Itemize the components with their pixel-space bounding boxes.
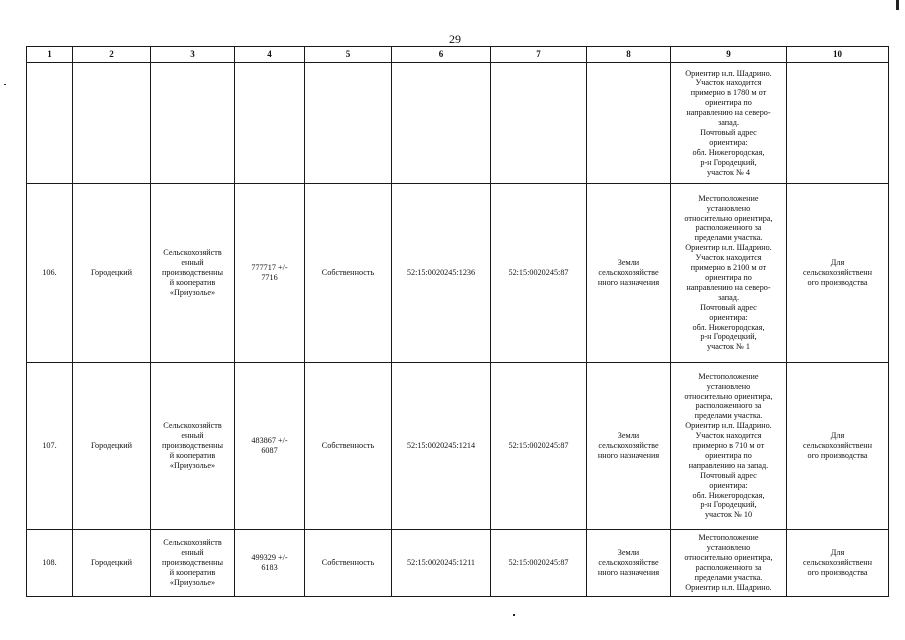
cell-line: Сельскохозяйств (163, 248, 222, 258)
cell-line: относительно ориентира, (684, 213, 773, 223)
cell-line: расположенного за (695, 401, 762, 411)
table-cell (491, 63, 587, 184)
cell-line: ориентира по (705, 98, 752, 108)
cell-line: 483867 +/- (251, 436, 288, 446)
cell-line: 6087 (261, 446, 278, 455)
table-row (27, 363, 889, 530)
cell-line: направлению на северо- (686, 108, 771, 118)
cell-line: примерно в 2100 м от (690, 263, 767, 273)
cell-line: сельскохозяйстве (598, 441, 659, 451)
cell-line: производственны (162, 558, 223, 568)
cell-line: енный (181, 548, 204, 558)
cell-line: ориентира: (709, 137, 748, 147)
cell-line: Почтовый адрес (700, 302, 757, 312)
table-cell (587, 63, 671, 184)
cell-line: енный (181, 431, 204, 441)
column-header: 2 (73, 47, 151, 63)
permitted-use (787, 363, 889, 530)
location-description (671, 184, 787, 363)
cell-line: запад. (718, 292, 739, 302)
area-value (235, 363, 305, 530)
cell-line: направлению на запад. (688, 460, 769, 470)
cell-line: й кооператив (169, 567, 216, 577)
column-header: 10 (787, 47, 889, 63)
land-category (587, 363, 671, 530)
cell-line: обл. Нижегородская, (692, 490, 765, 500)
cell-line: Ориентир н.п. Шадрино. (685, 243, 772, 253)
cell-line: установлено (706, 381, 751, 391)
cell-line: 6183 (261, 563, 278, 572)
table-cell (235, 63, 305, 184)
scan-mark (4, 84, 6, 85)
cell-line: «Приузолье» (169, 577, 216, 587)
cell-line: Сельскохозяйств (163, 538, 222, 548)
cell-line: установлено (706, 543, 751, 553)
cell-line: нного назначения (597, 277, 660, 287)
location-description (671, 530, 787, 597)
ownership-right: Собственность (305, 184, 392, 363)
row-number: 108. (27, 530, 73, 597)
scan-mark (896, 0, 899, 10)
cell-line: й кооператив (169, 277, 216, 287)
column-header: 9 (671, 47, 787, 63)
column-header: 1 (27, 47, 73, 63)
cell-line: Земли (617, 258, 640, 268)
cell-line: пределами участка. (694, 233, 763, 243)
row-number: 106. (27, 184, 73, 363)
cadastral-number: 52:15:0020245:1211 (392, 530, 491, 597)
land-category (587, 530, 671, 597)
table-cell (73, 63, 151, 184)
owner-name (151, 363, 235, 530)
land-category (587, 184, 671, 363)
owner-name (151, 530, 235, 597)
permitted-use (787, 530, 889, 597)
cell-line: Почтовый адрес (700, 127, 757, 137)
cell-line: сельскохозяйственн (803, 558, 872, 568)
area-value (235, 184, 305, 363)
cell-line: «Приузолье» (169, 460, 216, 470)
cell-line: ориентира: (709, 312, 748, 322)
cell-line: Для (830, 431, 845, 441)
cell-line: нного назначения (597, 567, 660, 577)
cell-line: примерно в 1780 м от (690, 88, 767, 98)
cell-line: «Приузолье» (169, 287, 216, 297)
cell-line: обл. Нижегородская, (692, 147, 765, 157)
cell-line: Местоположение (698, 193, 759, 203)
scan-mark (513, 614, 515, 616)
land-registry-table (26, 46, 889, 597)
cell-line: сельскохозяйстве (598, 268, 659, 278)
cell-line: Для (830, 548, 845, 558)
cell-line: обл. Нижегородская, (692, 322, 765, 332)
cadastral-number: 52:15:0020245:1214 (392, 363, 491, 530)
ownership-right: Собственность (305, 530, 392, 597)
cell-line: р-н Городецкий, (700, 332, 757, 342)
table-cell (27, 63, 73, 184)
parent-cadastral-number: 52:15:0020245:87 (491, 184, 587, 363)
column-header: 5 (305, 47, 392, 63)
cell-line: участок № 1 (706, 342, 751, 352)
table-row (27, 530, 889, 597)
cadastral-number: 52:15:0020245:1236 (392, 184, 491, 363)
cell-line: расположенного за (695, 223, 762, 233)
table-cell (392, 63, 491, 184)
cell-line: ориентира: (709, 480, 748, 490)
cell-line: ориентира по (705, 273, 752, 282)
cell-line: ого производства (807, 277, 868, 287)
cell-line: нного назначения (597, 450, 660, 460)
cell-line: р-н Городецкий, (700, 157, 757, 167)
location-description (671, 363, 787, 530)
cell-line: Для (830, 258, 845, 268)
permitted-use (787, 184, 889, 363)
cell-line: сельскохозяйственн (803, 268, 872, 278)
cell-line: 499329 +/- (251, 553, 288, 563)
cell-line: Участок находится (695, 78, 762, 88)
cell-line: участок № 10 (704, 510, 753, 520)
cell-line: запад. (718, 118, 739, 128)
cell-line: производственны (162, 441, 223, 451)
cell-line: сельскохозяйственн (803, 441, 872, 451)
cell-line: Почтовый адрес (700, 470, 757, 480)
table-cell (787, 63, 889, 184)
cell-line: р-н Городецкий, (700, 500, 757, 510)
cell-line: Ориентир н.п. Шадрино. (685, 421, 772, 431)
cell-line: относительно ориентира, (684, 553, 773, 563)
district: Городецкий (73, 530, 151, 597)
cell-line: участок № 4 (706, 167, 751, 177)
district: Городецкий (73, 363, 151, 530)
ownership-right: Собственность (305, 363, 392, 530)
parent-cadastral-number: 52:15:0020245:87 (491, 363, 587, 530)
cell-line: й кооператив (169, 450, 216, 460)
cell-line: енный (181, 258, 204, 268)
cell-line: расположенного за (695, 563, 762, 572)
table-row-continued (27, 63, 889, 184)
cell-line: Ориентир н.п. Шадрино. (685, 68, 772, 78)
column-header: 7 (491, 47, 587, 63)
cell-line: Участок находится (695, 253, 762, 263)
district: Городецкий (73, 184, 151, 363)
table-cell (151, 63, 235, 184)
table-row (27, 184, 889, 363)
location-description (671, 63, 787, 184)
cell-line: Земли (617, 548, 640, 558)
cell-line: производственны (162, 268, 223, 278)
column-header: 6 (392, 47, 491, 63)
cell-line: пределами участка. (694, 411, 763, 421)
cell-line: Сельскохозяйств (163, 421, 222, 431)
cell-line: ого производства (807, 567, 868, 577)
cell-line: Участок находится (695, 431, 762, 441)
cell-line: ого производства (807, 450, 868, 460)
cell-line: Ориентир н.п. Шадрино. (685, 582, 772, 592)
cell-line: направлению на северо- (686, 282, 771, 292)
parent-cadastral-number: 52:15:0020245:87 (491, 530, 587, 597)
cell-line: 7716 (261, 273, 278, 282)
cell-line: относительно ориентира, (684, 391, 773, 401)
row-number: 107. (27, 363, 73, 530)
column-header: 8 (587, 47, 671, 63)
cell-line: ориентира по (705, 450, 752, 460)
column-header: 3 (151, 47, 235, 63)
column-header: 4 (235, 47, 305, 63)
cell-line: Местоположение (698, 371, 759, 381)
table-cell (305, 63, 392, 184)
owner-name (151, 184, 235, 363)
cell-line: Земли (617, 431, 640, 441)
cell-line: сельскохозяйстве (598, 558, 659, 568)
cell-line: пределами участка. (694, 572, 763, 582)
table-header-row (27, 47, 889, 63)
cell-line: Местоположение (698, 533, 759, 543)
area-value (235, 530, 305, 597)
cell-line: установлено (706, 203, 751, 213)
cell-line: 777717 +/- (251, 263, 288, 273)
page-number: 29 (449, 32, 461, 46)
cell-line: примерно в 710 м от (692, 441, 765, 451)
